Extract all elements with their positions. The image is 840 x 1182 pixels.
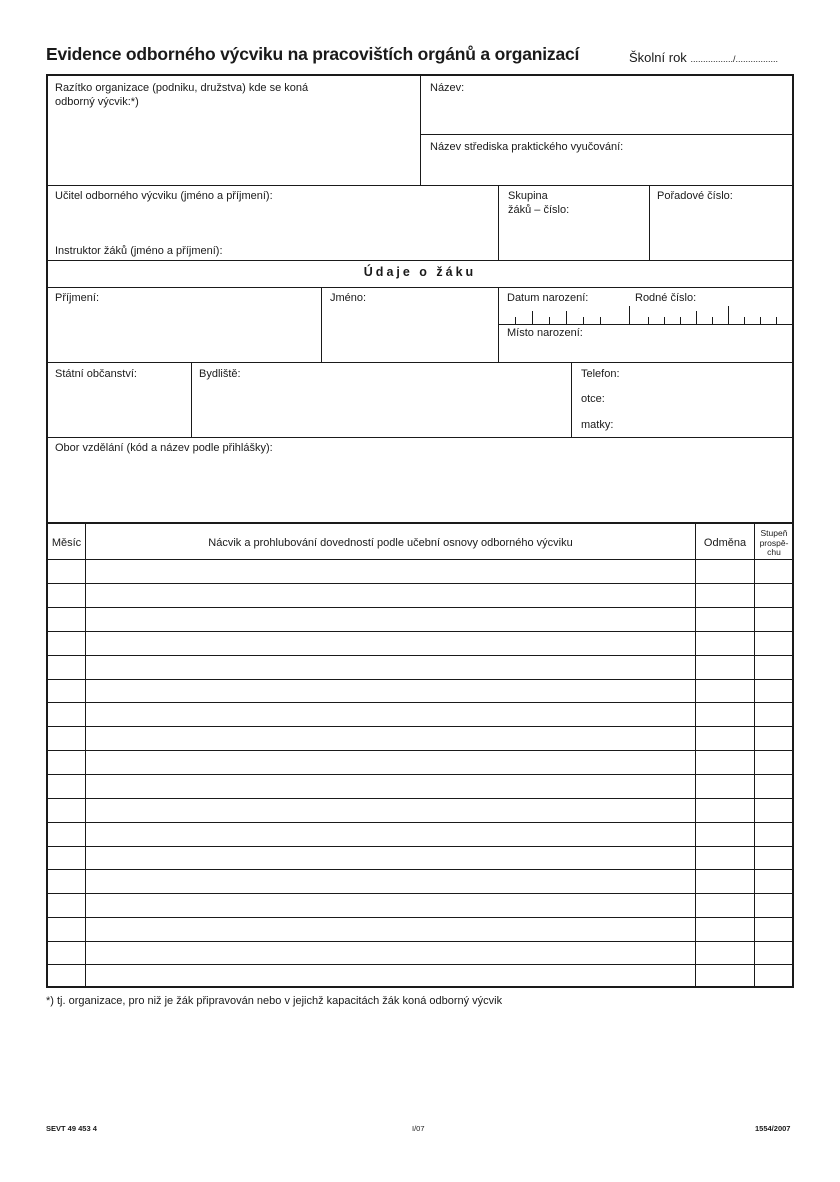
table-row[interactable] [47, 559, 793, 560]
table-row[interactable] [47, 774, 793, 775]
table-row[interactable] [47, 607, 793, 608]
divider [47, 522, 793, 524]
column-grade [755, 529, 793, 558]
school-year-blank[interactable]: ................./................. [690, 54, 778, 64]
tick [583, 317, 584, 324]
mother-phone-label: matky: [581, 419, 614, 431]
column-activity: Nácvik a prohlubování dovedností podle učební osnovy odborného výcviku [208, 537, 573, 549]
tick [728, 306, 729, 324]
divider [47, 185, 793, 186]
divider [420, 75, 421, 186]
stamp-label-line1: Razítko organizace (podniku, družstva) kde se koná [55, 82, 309, 94]
group-label-line2: žáků – číslo: [508, 204, 570, 216]
divider [321, 287, 322, 362]
birth-number-label: Rodné číslo: [635, 292, 697, 304]
school-year [629, 50, 778, 65]
column-grade-line1: Stupeň [760, 528, 788, 538]
residence-label: Bydliště: [199, 368, 241, 380]
training-center-label: Název střediska praktického vyučování: [430, 141, 624, 153]
table-row[interactable] [47, 964, 793, 965]
field-of-study-label: Obor vzdělání (kód a název podle přihlášky): [55, 442, 273, 454]
citizenship-label: Státní občanství: [55, 368, 137, 380]
tick [712, 317, 713, 324]
divider [47, 362, 793, 363]
table-row[interactable] [47, 822, 793, 823]
tick [744, 317, 745, 324]
divider [649, 185, 650, 260]
tick [515, 317, 516, 324]
instructor-label: Instruktor žáků (jméno a příjmení): [55, 245, 223, 257]
tick [696, 311, 697, 324]
divider [571, 362, 572, 437]
phone-label: Telefon: [581, 368, 620, 380]
divider [498, 324, 793, 325]
table-row[interactable] [47, 846, 793, 847]
form-title: Evidence odborného výcviku na pracovištích orgánů a organizací [46, 44, 580, 64]
first-name-label: Jméno: [330, 292, 367, 304]
divider [47, 437, 793, 438]
table-row[interactable] [47, 798, 793, 799]
surname-label: Příjmení: [55, 292, 100, 304]
tick [532, 311, 533, 324]
order-number-label: Pořadové číslo: [657, 190, 733, 202]
divider [191, 362, 192, 437]
footer-publisher: SEVT 49 453 4 [46, 1124, 97, 1133]
column-month: Měsíc [51, 537, 82, 549]
table-row[interactable] [47, 702, 793, 703]
table-row[interactable] [47, 869, 793, 870]
tick [549, 317, 550, 324]
tick [600, 317, 601, 324]
birth-date-label: Datum narození: [507, 292, 589, 304]
school-year-label: Školní rok [629, 50, 687, 65]
column-grade-line2: prospě- [759, 537, 789, 548]
student-section-title: Údaje o žáku [363, 265, 477, 279]
table-row[interactable] [47, 893, 793, 894]
stamp-label-line2: odborný výcvik:*) [55, 96, 139, 108]
table-row[interactable] [47, 941, 793, 942]
father-phone-label: otce: [581, 393, 605, 405]
table-row[interactable] [47, 726, 793, 727]
tick [760, 317, 761, 324]
divider [47, 260, 793, 261]
table-row[interactable] [47, 583, 793, 584]
column-reward: Odměna [703, 537, 747, 549]
group-label-line1: Skupina [508, 190, 548, 202]
tick [629, 306, 630, 324]
table-row[interactable] [47, 679, 793, 680]
tick [680, 317, 681, 324]
organization-name-label: Název: [430, 82, 465, 94]
teacher-label: Učitel odborného výcviku (jméno a příjmení): [55, 190, 273, 202]
footnote: *) tj. organizace, pro niž je žák připravován nebo v jejichž kapacitách žák koná odborný výcvik [46, 995, 503, 1007]
table-row[interactable] [47, 917, 793, 918]
form-frame [46, 74, 794, 988]
birthplace-label: Místo narození: [507, 327, 583, 339]
table-row[interactable] [47, 655, 793, 656]
column-grade-line3: chu [767, 547, 781, 557]
divider [498, 185, 499, 260]
table-row[interactable] [47, 750, 793, 751]
tick [566, 311, 567, 324]
divider [47, 287, 793, 288]
table-row[interactable] [47, 631, 793, 632]
footer-edition: I/07 [412, 1124, 425, 1133]
tick [648, 317, 649, 324]
tick [664, 317, 665, 324]
footer-form-number: 1554/2007 [755, 1124, 791, 1133]
divider [420, 134, 793, 135]
tick [776, 317, 777, 324]
